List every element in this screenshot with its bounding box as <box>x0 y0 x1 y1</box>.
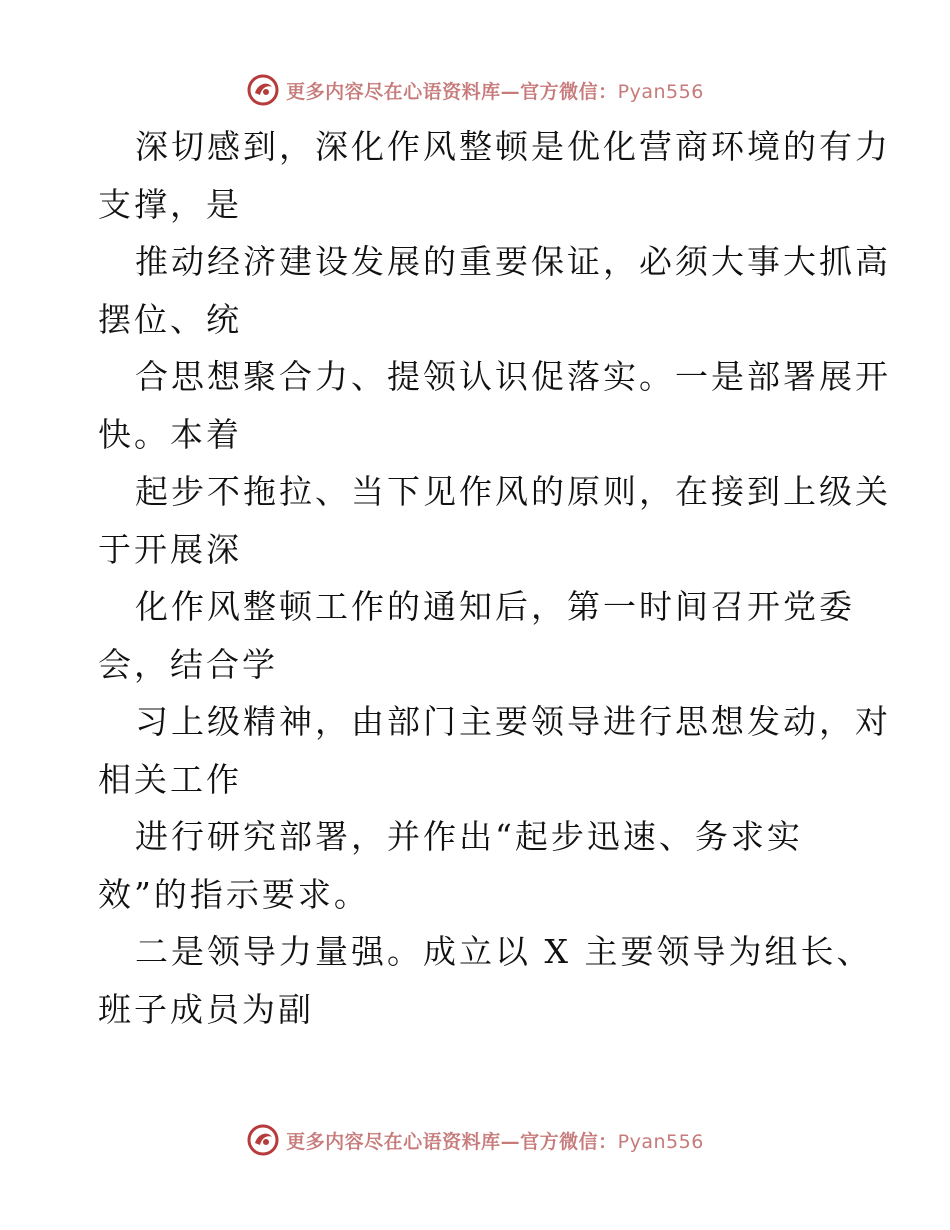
watermark-wechat-id: Pyan556 <box>617 1130 704 1153</box>
text-line: 快。本着 <box>98 414 242 454</box>
text-line: 支撑，是 <box>98 184 242 224</box>
text-line: 习上级精神，由部门主要领导进行思想发动，对 <box>135 702 891 741</box>
text-line: 班子成员为副 <box>98 989 314 1029</box>
document-body <box>98 118 891 1038</box>
footer-watermark <box>0 1120 950 1160</box>
text-line: 相关工作 <box>98 759 242 799</box>
red-swirl-logo-icon <box>246 73 280 107</box>
watermark-label: 更多内容尽在心语资料库—官方微信： <box>286 1130 618 1153</box>
header-watermark <box>0 70 950 110</box>
text-line: 于开展深 <box>98 529 242 569</box>
watermark-text <box>286 77 704 104</box>
watermark-wechat-id: Pyan556 <box>617 80 704 103</box>
text-line: 效”的指示要求。 <box>98 874 370 914</box>
text-line: 起步不拖拉、当下见作风的原则，在接到上级关 <box>135 472 891 511</box>
text-line: 进行研究部署，并作出“起步迅速、务求实 <box>135 817 803 856</box>
watermark-label: 更多内容尽在心语资料库—官方微信： <box>286 80 618 103</box>
text-line: 合思想聚合力、提领认识促落实。一是部署展开 <box>135 357 891 396</box>
text-line: 二是领导力量强。成立以 X 主要领导为组长、 <box>135 932 873 971</box>
text-line: 化作风整顿工作的通知后，第一时间召开党委 <box>135 587 855 626</box>
text-line: 推动经济建设发展的重要保证，必须大事大抓高 <box>135 242 891 281</box>
text-line: 会，结合学 <box>98 644 278 684</box>
text-line: 深切感到，深化作风整顿是优化营商环境的有力 <box>135 127 891 166</box>
red-swirl-logo-icon <box>246 1123 280 1157</box>
text-line: 摆位、统 <box>98 299 242 339</box>
watermark-text <box>286 1127 704 1154</box>
